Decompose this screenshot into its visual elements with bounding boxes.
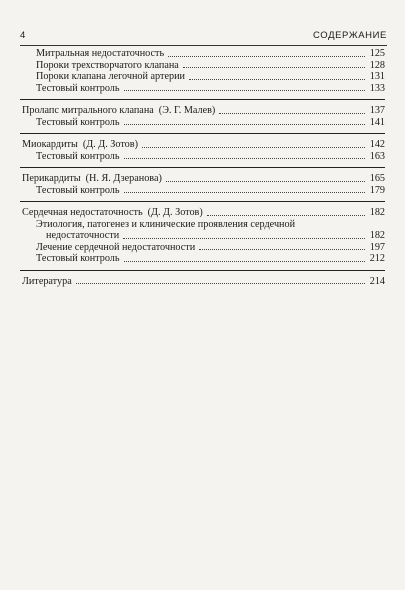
toc-entry[interactable] bbox=[22, 253, 385, 265]
toc-entry-title: Этиология, патогенез и клинические проявления сердечной bbox=[36, 218, 296, 230]
toc-page-number: 197 bbox=[369, 241, 385, 253]
dot-leader bbox=[76, 283, 365, 284]
toc-entry[interactable] bbox=[22, 139, 385, 151]
toc-page-number: 133 bbox=[369, 82, 385, 94]
toc-entry-line bbox=[36, 219, 385, 231]
toc-entry-line bbox=[36, 230, 385, 242]
section-divider bbox=[20, 99, 385, 100]
toc-entry-title: Сердечная недостаточность bbox=[22, 207, 143, 218]
running-header bbox=[20, 30, 387, 44]
toc-entry-line bbox=[22, 173, 385, 185]
toc-entry-author: (Д. Д. Зотов) bbox=[147, 207, 203, 218]
toc-entry[interactable] bbox=[22, 242, 385, 254]
toc-entry-title-continued: недостаточности bbox=[46, 230, 120, 241]
dot-leader bbox=[124, 90, 365, 91]
toc-page-number: 179 bbox=[369, 184, 385, 196]
toc-entry[interactable] bbox=[22, 219, 385, 242]
dot-leader bbox=[168, 56, 365, 57]
dot-leader bbox=[124, 261, 365, 262]
toc-entry-line bbox=[22, 105, 385, 117]
toc-entry[interactable] bbox=[22, 71, 385, 83]
toc-entry-title: Лечение сердечной недостаточности bbox=[36, 241, 196, 253]
toc-page-number: 131 bbox=[369, 71, 385, 82]
toc-entry-line bbox=[22, 207, 385, 219]
toc-entry-title: Пороки клапана легочной артерии bbox=[36, 71, 185, 82]
toc-entry[interactable] bbox=[22, 151, 385, 163]
toc-entry-author: (Э. Г. Малев) bbox=[158, 105, 216, 116]
toc-page-number: 142 bbox=[369, 139, 385, 150]
toc-entry-line bbox=[36, 242, 385, 254]
dot-leader bbox=[124, 192, 365, 193]
section-divider bbox=[20, 270, 385, 271]
toc-page-number: 182 bbox=[369, 207, 385, 218]
section-divider bbox=[20, 167, 385, 168]
toc-entry-title: Литература bbox=[22, 275, 72, 287]
toc-page-number: 125 bbox=[369, 48, 385, 59]
toc-entry[interactable] bbox=[22, 173, 385, 185]
toc-entry[interactable] bbox=[22, 117, 385, 129]
toc-entry-line bbox=[22, 139, 385, 151]
dot-leader bbox=[183, 67, 365, 68]
toc-page-number: 137 bbox=[369, 105, 385, 116]
toc-page-number: 163 bbox=[369, 150, 385, 162]
toc-entry[interactable] bbox=[22, 207, 385, 219]
dot-leader bbox=[199, 249, 365, 250]
toc-entry[interactable] bbox=[22, 60, 385, 72]
toc-entry-line bbox=[36, 83, 385, 95]
toc-page-number: 212 bbox=[369, 253, 385, 264]
dot-leader bbox=[142, 147, 365, 148]
toc-entry-line bbox=[36, 48, 385, 60]
toc-entry-line bbox=[36, 60, 385, 72]
header-rule bbox=[20, 45, 387, 46]
toc-entry-title: Митральная недостаточность bbox=[36, 48, 165, 59]
toc-entry-title: Тестовый контроль bbox=[36, 184, 120, 196]
dot-leader bbox=[124, 158, 365, 159]
toc-entry[interactable] bbox=[22, 105, 385, 117]
toc-entry-title: Пролапс митрального клапана bbox=[22, 105, 154, 116]
toc-entry-title: Тестовый контроль bbox=[36, 116, 120, 128]
section-divider bbox=[20, 201, 385, 202]
toc-page-number: 182 bbox=[369, 230, 385, 241]
table-of-contents bbox=[22, 48, 385, 287]
toc-entry-author: (Д. Д. Зотов) bbox=[82, 139, 138, 150]
toc-entry-author: (Н. Я. Дзеранова) bbox=[85, 173, 162, 184]
toc-page-number: 128 bbox=[369, 59, 385, 71]
toc-entry-title: Тестовый контроль bbox=[36, 150, 120, 162]
header-title: СОДЕРЖАНИЕ bbox=[313, 30, 387, 41]
toc-entry[interactable] bbox=[22, 48, 385, 60]
section-divider bbox=[20, 133, 385, 134]
toc-entry-title: Перикардиты bbox=[22, 173, 81, 184]
dot-leader bbox=[189, 79, 365, 80]
page-number: 4 bbox=[20, 30, 26, 41]
toc-entry-line bbox=[36, 117, 385, 129]
toc-entry-title: Тестовый контроль bbox=[36, 253, 120, 264]
dot-leader bbox=[219, 113, 365, 114]
toc-entry-line bbox=[36, 151, 385, 163]
toc-entry-line bbox=[36, 71, 385, 83]
dot-leader bbox=[166, 181, 365, 182]
dot-leader bbox=[123, 238, 365, 239]
toc-entry-title: Тестовый контроль bbox=[36, 82, 120, 94]
toc-page-number: 141 bbox=[369, 116, 385, 128]
toc-entry-line bbox=[36, 185, 385, 197]
dot-leader bbox=[207, 215, 365, 216]
toc-page-number: 214 bbox=[369, 275, 385, 287]
toc-entry[interactable] bbox=[22, 185, 385, 197]
toc-entry-line bbox=[22, 276, 385, 288]
toc-entry-line bbox=[36, 253, 385, 265]
toc-entry[interactable] bbox=[22, 83, 385, 95]
toc-entry-title: Миокардиты bbox=[22, 139, 78, 150]
dot-leader bbox=[124, 124, 365, 125]
toc-page-number: 165 bbox=[369, 173, 385, 184]
toc-entry[interactable] bbox=[22, 276, 385, 288]
toc-entry-title: Пороки трехстворчатого клапана bbox=[36, 59, 179, 71]
